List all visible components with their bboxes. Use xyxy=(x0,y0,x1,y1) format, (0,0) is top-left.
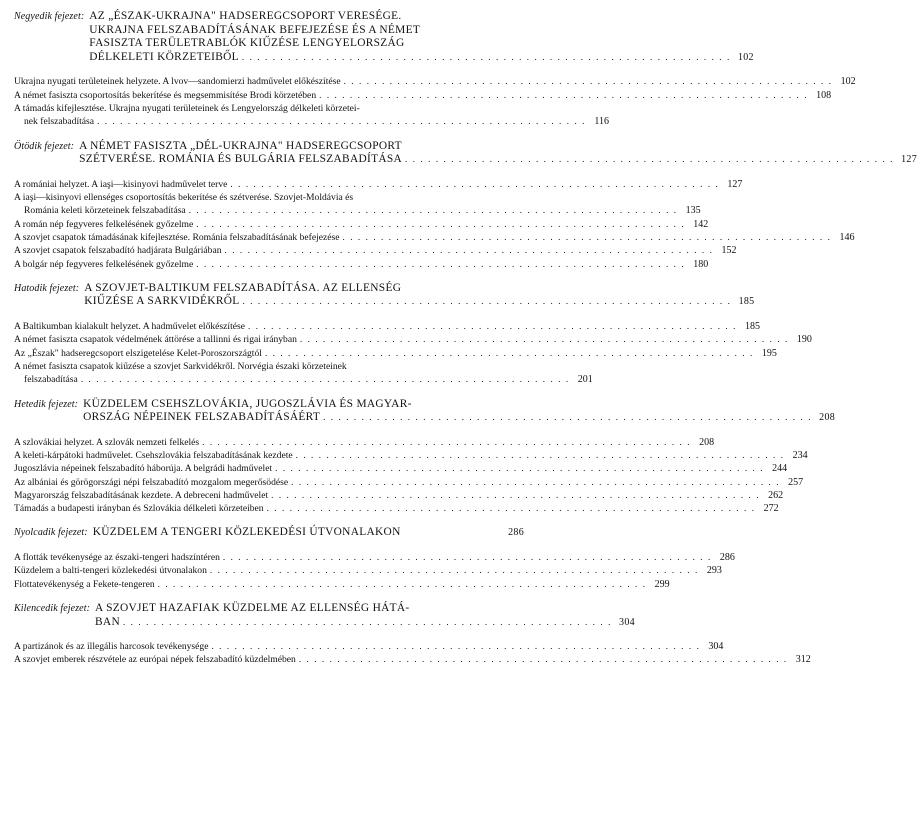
chapter-label: Hetedik fejezet: xyxy=(14,398,79,410)
page-number: 299 xyxy=(654,578,670,590)
dot-leader: . . . . . . . . . . . . . . . . . . . . . . . . . . . . . . . . . . . . . . . . . . . . . . . . . . . . . . . . . . . . . . . . xyxy=(295,449,785,460)
entry-last-line xyxy=(14,564,722,577)
dot-leader: . . . . . . . . . . . . . . . . . . . . . . . . . . . . . . . . . . . . . . . . . . . . . . . . . . . . . . . . . . . . . . . . xyxy=(196,258,686,269)
toc-entry[interactable] xyxy=(14,244,737,257)
entry-last-line xyxy=(14,449,808,462)
entry-text: A keleti-kárpátoki hadművelet. Csehszlovákia felszabadításának kezdete xyxy=(14,449,293,461)
entry-text: A német fasiszta csapatok védelmének áttörése a tallinni és rigai irányban xyxy=(14,334,297,346)
entry-last-line xyxy=(14,89,832,102)
dot-leader: . . . . . . . . . . . . . . . . . . . . . . . . . . . . . . . . . . . . . . . . . . . . . . . . . . . . . . . . . . . . . . . . xyxy=(209,565,699,576)
entry-last-line xyxy=(14,218,709,231)
entry-last-line xyxy=(14,333,812,346)
chapter-label: Negyedik fejezet: xyxy=(14,11,85,22)
page-number: 102 xyxy=(737,51,754,63)
dot-leader: . . . . . . . . . . . . . . . . . . . . . . . . . . . . . . . . . . . . . . . . . . . . . . . . . . . . . . . . . . . . . . . . xyxy=(323,412,813,423)
toc-entry[interactable] xyxy=(14,640,724,653)
page-number: 262 xyxy=(768,489,784,501)
dot-leader: . . . . . . . . . . . . . . . . . . . . . . . . . . . . . . . . . . . . . . . . . . . . . . . . . . . . . . . . . . . . . . . . xyxy=(264,347,754,358)
toc-entry[interactable] xyxy=(14,564,722,577)
page-number: 208 xyxy=(819,412,836,424)
chapter-section xyxy=(14,281,812,387)
entry-last-line xyxy=(14,489,784,502)
page-number: 116 xyxy=(594,116,610,128)
toc-entry[interactable] xyxy=(14,449,808,462)
entry-text: Az „Észak" hadseregcsoport elszigetelése Kelet-Poroszországtól xyxy=(14,347,262,359)
dot-leader: . . . . . . . . . . . . . . . . . . . . . . . . . . . . . . . . . . . . . . . . . . . . . . . . . . . . . . . . . . . . . . . . xyxy=(319,89,809,100)
toc-entry[interactable] xyxy=(14,231,855,244)
entry-last-line xyxy=(14,115,610,128)
entry-text: A német fasiszta csoportosítás bekerítése és megsemmisítése Brodi körzetében xyxy=(14,89,317,101)
entry-last-line xyxy=(14,75,856,88)
entry-text: Flottatevékenység a Fekete-tengeren xyxy=(14,578,155,590)
entry-last-line xyxy=(14,320,760,333)
toc-entry[interactable] xyxy=(14,89,832,102)
dot-leader: . . . . . . . . . . . . . . . . . . . . . . . . . . . . . . . . . . . . . . . . . . . . . . . . . . . . . . . . . . . . . . . . xyxy=(97,116,587,127)
entry-text: A szovjet emberek részvétele az európai népek felszabadító küzdelmében xyxy=(14,654,296,666)
entry-text: A szovjet csapatok felszabadító hadjárata Bulgáriában xyxy=(14,245,222,257)
entry-text: A Baltikumban kialakult helyzet. A hadművelet előkészítése xyxy=(14,321,245,333)
dot-leader: . . . . . . . . . . . . . . . . . . . . . . . . . . . . . . . . . . . . . . . . . . . . . . . . . . . . . . . . . . . . . . . . xyxy=(405,154,894,165)
entry-text: Románia keleti körzeteinek felszabadítása xyxy=(24,205,186,217)
entry-last-line xyxy=(14,476,804,489)
entry-last-line xyxy=(14,462,788,475)
entry-text: A partizánok és az illegális harcosok tevékenysége xyxy=(14,641,209,653)
chapter-heading xyxy=(14,10,754,64)
chapter-section xyxy=(14,397,836,516)
toc-entry[interactable] xyxy=(14,102,610,129)
page-number: 127 xyxy=(901,154,917,166)
dot-leader: . . . . . . . . . . . . . . . . . . . . . . . . . . . . . . . . . . . . . . . . . . . . . . . . . . . . . . . . . . . . . . . . xyxy=(196,218,686,229)
dot-leader: . . . . . . . . . . . . . . . . . . . . . . . . . . . . . . . . . . . . . . . . . . . . . . . . . . . . . . . . . . . . . . . . xyxy=(122,616,612,627)
dot-leader: . . . . . . . . . . . . . . . . . . . . . . . . . . . . . . . . . . . . . . . . . . . . . . . . . . . . . . . . . . . . . . . . xyxy=(242,296,732,307)
chapter-title-last-line xyxy=(83,411,835,425)
chapter-title xyxy=(89,10,754,64)
dot-leader: . . . . . . . . . . . . . . . . . . . . . . . . . . . . . . . . . . . . . . . . . . . . . . . . . . . . . . . . . . . . . . . . xyxy=(202,436,692,447)
dot-leader: . . . . . . . . . . . . . . . . . . . . . . . . . . . . . . . . . . . . . . . . . . . . . . . . . . . . . . . . . . . . . . . . xyxy=(211,641,701,652)
dot-leader: . . . . . . . . . . . . . . . . . . . . . . . . . . . . . . . . . . . . . . . . . . . . . . . . . . . . . . . . . . . . . . . . xyxy=(343,76,833,87)
chapter-title-line: FASISZTA TERÜLETRABLÓK KIŰZÉSE LENGYELORSZÁG xyxy=(89,37,405,50)
chapter-heading xyxy=(14,526,524,540)
entry-list xyxy=(14,320,812,386)
page-number: 234 xyxy=(792,449,808,461)
chapter-title-text: DÉLKELETI KÖRZETEIBŐL xyxy=(89,50,239,63)
page-number: 304 xyxy=(619,616,635,628)
chapter-title xyxy=(79,140,917,167)
toc-entry[interactable] xyxy=(14,462,788,475)
chapter-section xyxy=(14,139,917,271)
dot-leader: . . . . . . . . . . . . . . . . . . . . . . . . . . . . . . . . . . . . . . . . . . . . . . . . . . . . . . . . . . . . . . . . xyxy=(222,552,712,563)
page-number: 152 xyxy=(721,245,737,257)
chapter-section xyxy=(14,526,735,590)
chapter-title-last-line xyxy=(93,526,524,540)
page-number: 244 xyxy=(772,463,788,475)
dot-leader: . . . . . . . . . . . . . . . . . . . . . . . . . . . . . . . . . . . . . . . . . . . . . . . . . . . . . . . . . . . . . . . . xyxy=(157,578,647,589)
entry-last-line xyxy=(14,244,737,257)
entry-text: Jugoszlávia népeinek felszabadító háborúja. A belgrádi hadművelet xyxy=(14,463,273,475)
chapter-title-text: SZÉTVERÉSE. ROMÁNIA ÉS BULGÁRIA FELSZABADÍTÁSA xyxy=(79,153,403,166)
chapter-title-text: BAN xyxy=(95,615,120,628)
chapter-section xyxy=(14,10,856,129)
entry-text-line: A támadás kifejlesztése. Ukrajna nyugati területeinek és Lengyelország délkeleti körzetei- xyxy=(14,102,360,114)
dot-leader: . . . . . . . . . . . . . . . . . . . . . . . . . . . . . . . . . . . . . . . . . . . . . . . . . . . . . . . . . . . . . . . . xyxy=(299,334,789,345)
entry-list xyxy=(14,551,735,591)
toc-entry[interactable] xyxy=(14,489,784,502)
toc-entry[interactable] xyxy=(14,75,856,88)
chapter-title-line: KÜZDELEM CSEHSZLOVÁKIA, JUGOSZLÁVIA ÉS MAGYAR- xyxy=(83,397,412,410)
toc-entry[interactable] xyxy=(14,578,670,591)
dot-leader: . . . . . . . . . . . . . . . . . . . . . . . . . . . . . . . . . . . . . . . . . . . . . . . . . . . . . . . . . . . . . . . . xyxy=(266,503,756,514)
page-number: 286 xyxy=(719,552,735,564)
entry-last-line xyxy=(14,347,777,360)
page-number: 312 xyxy=(795,654,811,666)
entry-list xyxy=(14,640,811,667)
entry-text: nek felszabadítása xyxy=(24,116,95,128)
page-number: 102 xyxy=(840,76,856,88)
page-number: 293 xyxy=(706,565,722,577)
chapter-heading xyxy=(14,601,635,629)
page-number: 185 xyxy=(738,296,755,308)
chapter-title-line: A SZOVJET-BALTIKUM FELSZABADÍTÁSA. AZ ELLENSÉG xyxy=(84,281,402,294)
chapter-title-line: A NÉMET FASISZTA „DÉL-UKRAJNA" HADSEREGCSOPORT xyxy=(79,139,402,152)
chapter-title-last-line xyxy=(79,153,917,167)
chapter-title xyxy=(83,398,835,425)
toc-entry[interactable] xyxy=(14,258,709,271)
page-number: 257 xyxy=(788,476,804,488)
dot-leader: . . . . . . . . . . . . . . . . . . . . . . . . . . . . . . . . . . . . . . . . . . . . . . . . . . . . . . . . . . . . . . . . xyxy=(298,654,788,665)
chapter-title xyxy=(84,282,754,309)
page-number: 142 xyxy=(693,218,709,230)
page-number: 135 xyxy=(685,205,701,217)
chapter-section xyxy=(14,601,811,667)
entry-text: Magyarország felszabadításának kezdete. A debreceni hadművelet xyxy=(14,489,269,501)
entry-last-line xyxy=(14,258,709,271)
entry-last-line xyxy=(14,578,670,591)
chapter-title-line: UKRAJNA FELSZABADÍTÁSÁNAK BEFEJEZÉSE ÉS A NÉMET xyxy=(89,23,421,36)
entry-text: Küzdelem a balti-tengeri közlekedési útvonalakon xyxy=(14,565,207,577)
dot-leader: . . . . . . . . . . . . . . . . . . . . . . . . . . . . . . . . . . . . . . . . . . . . . . . . . . . . . . . . . . . . . . . . xyxy=(342,231,832,242)
entry-last-line xyxy=(14,502,779,515)
dot-leader: . . . . . . . . . . . . . . . . . . . . . . . . . . . . . . . . . . . . . . . . . . . . . . . . . . . . . . . . . . . . . . . . xyxy=(224,245,714,256)
chapter-label: Hatodik fejezet: xyxy=(14,282,80,294)
entry-last-line xyxy=(14,551,735,564)
chapter-title-text: ORSZÁG NÉPEINEK FELSZABADÍTÁSÁÉRT xyxy=(83,411,321,424)
dot-leader: . . . . . . . . . . . . . . . . . . . . . . . . . . . . . . . . . . . . . . . . . . . . . . . . . . . . . . . . . . . . . . . . xyxy=(271,489,761,500)
chapter-label: Kilencedik fejezet: xyxy=(14,602,91,614)
toc-entry[interactable] xyxy=(14,502,779,515)
entry-text: Az albániai és görögországi népi felszabadító mozgalom megerősödése xyxy=(14,476,289,488)
entry-list xyxy=(14,178,855,271)
page-number: 108 xyxy=(816,89,832,101)
entry-text: Támadás a budapesti irányban és Szlovákia délkeleti körzeteiben xyxy=(14,503,264,515)
chapter-title-last-line xyxy=(89,51,754,65)
chapter-label: Ötödik fejezet: xyxy=(14,140,75,152)
page-number: 201 xyxy=(577,374,593,386)
dot-leader: . . . . . . . . . . . . . . . . . . . . . . . . . . . . . . . . . . . . . . . . . . . . . . . . . . . . . . . . . . . . . . . . xyxy=(80,374,570,385)
toc-entry[interactable] xyxy=(14,191,701,218)
toc-entry[interactable] xyxy=(14,347,777,360)
entry-text-line: A iaşi—kisinyovi ellenséges csoportosítás bekerítése és szétverése. Szovjet-Moldávia és xyxy=(14,192,354,204)
entry-last-line xyxy=(14,231,855,244)
entry-last-line xyxy=(14,204,701,217)
page-number: 190 xyxy=(796,334,812,346)
toc-entry[interactable] xyxy=(14,333,812,346)
toc-entry[interactable] xyxy=(14,436,715,449)
entry-last-line xyxy=(14,653,811,666)
chapter-heading xyxy=(14,397,836,425)
page-number: 286 xyxy=(508,527,524,539)
entry-list xyxy=(14,436,808,516)
chapter-heading xyxy=(14,281,755,309)
dot-leader: . . . . . . . . . . . . . . . . . . . . . . . . . . . . . . . . . . . . . . . . . . . . . . . . . . . . . . . . . . . . . . . . xyxy=(188,205,678,216)
chapter-title xyxy=(95,602,635,629)
page-number: 195 xyxy=(761,347,777,359)
chapter-title-last-line xyxy=(95,616,635,630)
chapter-heading xyxy=(14,139,917,167)
page-number: 185 xyxy=(744,321,760,333)
toc-entry[interactable] xyxy=(14,320,760,333)
entry-last-line xyxy=(14,640,724,653)
entry-last-line xyxy=(14,436,715,449)
chapter-title-text: KÜZDELEM A TENGERI KÖZLEKEDÉSI ÚTVONALAKON xyxy=(92,526,401,539)
entry-last-line xyxy=(14,178,743,191)
toc-entry[interactable] xyxy=(14,476,804,489)
dot-leader: . . . . . . . . . . . . . . . . . . . . . . . . . . . . . . . . . . . . . . . . . . . . . . . . . . . . . . . . . . . . . . . . xyxy=(275,463,765,474)
entry-text: A román nép fegyveres felkelésének győzelme xyxy=(14,218,194,230)
chapter-title-text: KIŰZÉSE A SARKVIDÉKRŐL xyxy=(84,295,240,308)
chapter-title-line: A SZOVJET HAZAFIAK KÜZDELME AZ ELLENSÉG HÁTÁ- xyxy=(95,601,410,614)
page-number: 180 xyxy=(693,258,709,270)
page-number: 127 xyxy=(727,178,743,190)
entry-list xyxy=(14,75,856,128)
dot-leader: . . . . . . . . . . . . . . . . . . . . . . . . . . . . . . . . . . . . . . . . . . . . . . . . . . . . . . . . . . . . . . . . xyxy=(248,321,737,332)
page-number: 146 xyxy=(839,231,855,243)
entry-text-line: A német fasiszta csapatok kiűzése a szovjet Sarkvidékről. Norvégia északi körzeteinek xyxy=(14,360,347,372)
toc-entry[interactable] xyxy=(14,218,709,231)
entry-text: A szlovákiai helyzet. A szlovák nemzeti felkelés xyxy=(14,436,200,448)
dot-leader: . . . . . . . . . . . . . . . . . . . . . . . . . . . . . . . . . . . . . . . . . . . . . . . . . . . . . . . . . . . . . . . . xyxy=(230,178,720,189)
entry-text: A romániai helyzet. A iaşi—kisinyovi hadművelet terve xyxy=(14,178,228,190)
page-number: 272 xyxy=(763,503,779,515)
dot-leader: . . . . . . . . . . . . . . . . . . . . . . . . . . . . . . . . . . . . . . . . . . . . . . . . . . . . . . . . . . . . . . . . xyxy=(291,476,781,487)
table-of-contents xyxy=(14,10,917,678)
page-number: 208 xyxy=(699,436,715,448)
toc-entry[interactable] xyxy=(14,178,743,191)
chapter-label: Nyolcadik fejezet: xyxy=(14,527,88,539)
dot-leader: . . . . . . . . . . . . . . . . . . . . . . . . . . . . . . . . . . . . . . . . . . . . . . . . . . . . . . . . . . . . . . . . xyxy=(241,51,731,62)
entry-text: A bolgár nép fegyveres felkelésének győzelme xyxy=(14,258,194,270)
chapter-title xyxy=(93,526,524,540)
chapter-title-last-line xyxy=(84,295,754,309)
entry-text: felszabadítása xyxy=(24,374,78,386)
entry-text: A szovjet csapatok támadásának kifejlesztése. Románia felszabadításának befejezése xyxy=(14,231,340,243)
entry-text: Ukrajna nyugati területeinek helyzete. A lvov—sandomierzi hadművelet előkészítése xyxy=(14,76,341,88)
toc-entry[interactable] xyxy=(14,360,593,387)
toc-entry[interactable] xyxy=(14,653,811,666)
entry-last-line xyxy=(14,373,593,386)
toc-entry[interactable] xyxy=(14,551,735,564)
entry-text: A flották tevékenysége az északi-tengeri hadszíntéren xyxy=(14,552,220,564)
page-number: 304 xyxy=(708,641,724,653)
chapter-title-line: AZ „ÉSZAK-UKRAJNA" HADSEREGCSOPORT VERESÉGE. xyxy=(89,10,402,22)
